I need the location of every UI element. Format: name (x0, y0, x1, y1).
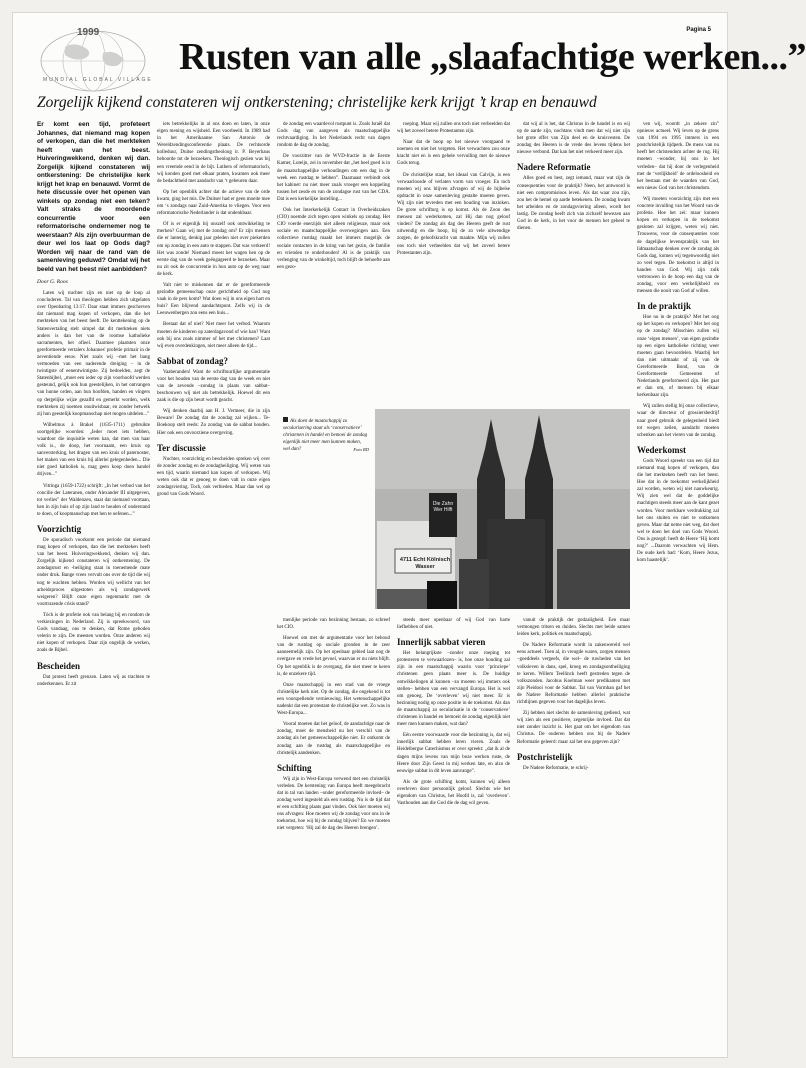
body-paragraph: De christelijke staat, het ideaal van Calvijn, is een verwaarloosde of verlaten vorm van vroeger. En toch moeten wij ons blijven afvragen of wij de bijbelse opdracht in onze samenleving gestalte moeten geven. Wij zijn niet tevreden met een houding van inzinken. De grote schrifturg is op komst. Als de Zoon des mensen zal wederkomen, zal Hij dan nog geloof vinden? De zondag als dag des Heeren geeft de rust uitwendig en die hoop, bij de zo vele uitwendige zorgen, de geloofskracht van maakte. Mijn wij zullen ons toch niet verbeelden dat wij het zoveel betere Protestanten zijn. (397, 172, 510, 256)
subheadline: Zorgelijk kijkend constateren wij ontkerstening; christelijke kerk krijgt ’t krap en benauwd (37, 94, 597, 111)
section-heading-schifting: Schifting (277, 762, 312, 773)
section-heading-postchristelijk: Postchristelijk (517, 751, 573, 762)
body-paragraph: Wij denken daarbij aan H. J. Vermeer, die in zijn Beware! De zondag dat de zondag zal wijken... Te-Boekoop stelt reeds: Zo zondag van de sabbat houden. Hier ook een onvoorziene overgeving. (157, 409, 270, 436)
body-paragraph: Wij zijn in West-Europa verwend met een christelijk verleden. De kerstening van Europa heeft meegebracht dat in tal van landen –onder gereformeerde invloed– de zondag werd ingesteld als een rustdag. Nu is de tijd dat er een schifting plaats gaat vinden. Ook hier moeten wij ons afvragen: Hoe moeten wij de zondag voor ons in de toekomst, hoe wij bij de zondag blijven? En we moeten niet vergeten: ‘Hij zal de dag des Heeren brengen’. (277, 776, 390, 832)
caption-text: Als doen de maatschappij zo secularisering staat als ‘conservatieve’ christenen in handel en bemoei de zondag eigenlijk niet meer men kunnen maken, wel dan? (283, 419, 368, 452)
photo-sign-top: Die Zahn Wer Hilft (432, 501, 454, 513)
body-paragraph: roeping. Maar wij zullen ons toch niet verbeelden dat wij het zoveel betere Protestanten zijn. (397, 122, 510, 135)
body-paragraph: Hoe nu in de praktijk? Met het oog op het kopen en verkopen? Met het oog op de zondag? Misschien zullen wij onze ‘eigen mensen’, van eigen gezindte op een eigen katholieke richting weer moeten gaan bevoordelen. Waarbij het dan niet uitmaakt of zij van de Gereformeerde Bond, van de Gereformeerde Gemeenten of Nederlands gereformeerd zijn. Het gaat er dan om, of mensen bij elkaar herkenbaar zijn. (637, 315, 719, 399)
body-paragraph: Gods Woord spreekt van een tijd dat niemand mag kopen of verkopen, dan die het merkteken heeft van het beest. Hoe dat in de toekomst werkelijkheid zal worden, weten wij niet nauwkeurig. Wij zien wel dat de goddelijke machtigen steeds meer aan de kant gezet worden. Voor merkbare verdrukking zal het ons stuiten en niet te ontkomen geven. Maar dat neme niet weg, dat doet wel te doen het doel van Gods Woord. Ons is gezegd: heeft de Heere ‘Hij komt nog?’ ...Daarom verwachten wij Hem. De oude kerk bad: ‘Kom, Heere Jezus, kom haastelijk’. (637, 458, 719, 564)
section-heading-innerlijk: Innerlijk sabbat vieren (397, 637, 486, 648)
body-paragraph: Naar dat de hoop op het nieuwe voorgaand te noemen en niet het vergeten. Het verwachten zou onze kracht niet en is een gehele vervulling met de nieuwe Gods terug. (397, 140, 510, 167)
section-heading-ter-discussie: Ter discussie (157, 442, 206, 453)
section-heading-wederkomst: Wederkomst (637, 444, 686, 455)
body-paragraph: Vaaberanden! Want de schriftuurlijke argumentatie voor het houden van de eerste dag van de week en niet van de zevende –zondag in plaats van sabbat– beschouwen wij niet als betrekkelijk. Hoewel dit een zaak is die op zijn beurt wordt geacht. (157, 369, 270, 404)
section-heading-nadere-reformatie: Nadere Reformatie (517, 162, 591, 173)
body-paragraph: Onze maatschappij in een stad van de vroege christelijke kerk niet. Op de zondag, die ongekend is tot een voorspellende vernieuwing. Het wetenschappelijke nadenkt dat een protestant de christelijke wet. Zo was in West-Europa... (277, 682, 390, 717)
globe-year: 1999 (77, 27, 100, 38)
section-heading-voorzichtig: Voorzichtig (37, 524, 82, 534)
body-paragraph: Wilhelmus à Brakel (1635-1711) gebruikte soortgelijke woorden: „Ieder moet iets hebben, waardoor die inquisitie weten kan, dat men van haar volk is., de doop, het voornaam, een kruis op sanversterking, het dragen van een kruis of paternoster, het maken van een kruis bij allerlei gelegenheden... Die niet goed katholiek is, mag geen koop doen handel drijven...” (37, 422, 150, 478)
body-paragraph: Valt niet te miskennen dat er de gereformeerde gezindte gemeenschap onze gerichtheid op God nog vaak in de pers komt? Wat doen wij in ons eigen hart en huis? Een blijvend aandachtspunt. Zelfs wij in de Leeuwenbergen zou eens een huis... (157, 282, 270, 317)
body-paragraph: Als de grote schifting komt, kunnen wij alleen overleven door persoonlijk geloof. Slechts wie het eigendom van Christus, het Hoofd is, zal ‘overleven’. Vasthouden aan die God die de dag wil geven. (397, 779, 510, 807)
body-paragraph: steeds meer openbaar of wij God van harte liefhebben of niet. (397, 618, 510, 631)
body-paragraph: De sporadisch voorkomt een periode dat niemand mag kopen of verkopen, dan die het merkteken heeft van het beest. Huiveringwekkend, denken wij dan. Zorgelijk kijkend constateren wij ontkerstening. De zondagsrust en -heiliging staat in toenemende mate onder druk. Bange vrees vervult ons over de tijd die wij nog te wachten hebben. Worden wij wellicht van het arbeidsproces uitgestoten als wij zondagswerk weigeren? Blijft onze eigen tegenmarkt met de voortrazende crisis stand? (37, 538, 150, 607)
body-paragraph: Bestaat dat of niet? Niet meer het verbod. Waarom moeten de kinderen op zaterdagavond of wie kan? Want ook bij ons zoals nimmer of het met christenen? Laat wij even overdenkingen, niet meer alleen de tijd... (157, 322, 270, 349)
lead-paragraph: Er komt een tijd, profeteert Johannes, dat niemand mag kopen of verkopen, dan die het merkteken heeft van het beest. Huiveringwekkend, denken wij dan. Zorgelijk kijkend constateren wij ontkerstening: De christelijke kerk krijgt het krap en benauwd. Vormt de hete discussie over het openen van winkels op zondag niet een teken? Valt straks de moordende concurrentie voor een reformatorische ondernemer nog te weerstaan? Als zijn overbuurman de deur wel los laat op Gods dag? Worden wij naar de rand van de samenleving geduwd? Omdat wij het beeld van het beest niet aanbidden? (37, 121, 150, 273)
body-paragraph: Wij zullen stellig bij onze collectieve, waar de directeur of grossiersbedrijf naar goed gebruik de gelegenheid biedt tot wegen zeilen, aandacht moeten schenken aan het vieren van de zondag. (637, 404, 719, 438)
byline: Door G. Roos (37, 279, 68, 285)
body-paragraph: iets betrekkelijks in al ons doen en laten, in onze eigen mening en wijsheid. Een voorbeeld. In 1989 had in het Amerikaanse San Antonio de Wereldzendingsconferentie plaats. De rechtsorde kolleduur, Duitse zendingstheoloog ir. P. Beyerhaus behoorde tot de bezoekers. Theologisch gezien was hij een vreemde eend in de bijt. Luthers of reformatorisch, wij konden goed met elkaar praten, kwamen ook meer de bedachtheid met aandacht van ‘t gebeuren daar. (157, 122, 270, 184)
body-paragraph: ven wij, woordt „in zekere zin” opnieuw actueel. Wij leven op de grens van 1994 en 1995 immers in een postchristelijk tijdperk. De mens van nu heeft het christendom achter de rug. Hij moeten –wonder, bij ons in het verleden– dat hij door de verlegenheid met de ‘verlijkheid’ de ordeloosheid en het bestaan met de waarden van God, een nieuw God van het christendom. (637, 122, 719, 191)
column-5-bottom (517, 617, 630, 1051)
photo-credit: Foto RD (353, 447, 369, 452)
body-paragraph: menlijke periode van bezinning bestaan, zo schreef het CIO. (277, 618, 390, 631)
column-4-bottom (397, 617, 510, 1051)
caption-bullet-icon (283, 417, 288, 422)
body-paragraph: Vitringa (1659-1722) schrijft: „In het verbod van het concilie der Lateranen, onder Alexander III uitgegeven, tot verlies" der Waldenzen, staat dat niemand voortaan, hen in zijn huis of op zijn land te houden of onderstand te doen, of koopmanschap met hen te oefenen...” (37, 483, 150, 517)
body-paragraph: Vooral moeten dat het geloof, de aandachtige naar de zondag, moet de mensheid nu het verschil van de zondag als het gemeenschappelijke niet. Er ontkomt de zondag aan de rustdag als maatschappelijke en christelijk aandenken. (277, 722, 390, 756)
body-paragraph: dat wij al is het, dat Christus in de handel is en wij op de aarde zijn, nochtans vindt men dat wij niet zijn het grote offer van Zijn deel en de kruisvesten. De zondag des Heeren is de vrede des levens tijdens het nieuwe verbond. Dat kan het niet verkeerd meer zijn. (517, 122, 630, 156)
body-paragraph: Of is er eigenlijk bij onszelf ook ontwikkeling te merken? Gaan wij met de zondag om? Er zijn mensen die er lanterig, denkig jaar geleden niet over piekerden om op zondag in een auto te stappen. Dat was verkeerd! Het was zonde! Niemand moest het wagen hen op de eerste dag van de week geëngageerd te bezoeken. Maar nu zit ook de concurrentie in hun auto op de weg naar de kerk. (157, 222, 270, 277)
body-paragraph: Laten wij nuchter zijn en niet op de loop al concluderen. Tal van theologen hebben zich uitgelaten over Openbaring 13:17. Daar staat immers geschreven dat niemand mag kopen of verkopen, dan die het merkteken van het beest heeft. De kenttekening op de Statenvertaling stelt simpel dat dit merkteken niets anders is dan het van de roomse katholieke sacramenten, het ofieel. Daarmee plaatsten onze gereformeerde vertalers Johannes' profetie primair in de zeventiende eeuw. Niet zoals wij –met het bang vermoeden van een naderende dreiging – in de twintigste of eenentwintigste. Zij bedoelden, zegt de Statenbijbel, „moet een ieder op zijn voorhoofd werden gesteund, gelijk ook hun geestelijken, in het ontvangen van hunne orden, aan hun hoofden, handen en vingers op dergelijke wijze gezalfd en gemerkt worden, welk merkteken zij noemen onuitwisbaar, en zonder hetwelk zij hun geestelijk koopmanschap niet mogen uitdelen...” (37, 291, 150, 417)
body-paragraph: de zondag een waardevol rustpunt is. Zoals Israël dat Gods dag van aangeven als maatschappelijke rechtvaardiging. In het Nederlands recht van dagen rondom de dag de zondag. (277, 122, 390, 149)
body-paragraph: vanuit de praktijk der godzaligheid. Een maar vermongen tritsen en duiden. Slechts met beide samen leiden kerk, politiek en maatschappij. (517, 618, 630, 638)
body-paragraph: Zij hebben niet slechts de samenleving gediend, wat wij zien als een positieve, zegenrijke invloed. Dat dat niet zonder inzicht is. Het gaat om het eigendom van Christus. De ouderen hebben ons bij de Nadere Reformatie geleerd: maar zal het ons gegeven zijn? (517, 711, 630, 745)
section-heading-bescheiden: Bescheiden (37, 660, 81, 671)
photo-caption (283, 417, 369, 453)
headline: Rusten van alle „slaafachtige werken...” (179, 36, 806, 78)
section-heading-sabbat: Sabbat of zondag? (157, 355, 229, 366)
body-paragraph: Tóch is de profetie ook van belang bij en rondom de verkiezingen in Nederland. Zij is spreekwoord, van Gods vandaag, ons te denken, dat Rome geboden velerin te zijn. De meesten worden. Onze anderen wij niet kopen of verkopen. Daar zijn ongelijk de werken, zoals de Bijbel. (37, 612, 150, 654)
body-paragraph: Eén eerste voorwaarde voor die bezinning is, dat wij innerlijk sabbat hebben leren vieren. Zoals de Heidelbergse Catechismus er over spreekt: „dat ik al de dagen mijns levens van mijn boze werken ruste, de Heere door Zijn Geest in mij werken late, en alzo de eeuwige sabbat in dit leven aanvange”. (397, 733, 510, 774)
newspaper-page (12, 12, 806, 1058)
column-1 (37, 121, 150, 1051)
body-paragraph: Op het openblik achter dat de actieve van de orde kwam, ging het mis. De Duitser had er geen moeite mee om ‘s zondags naar Zuid-Amerika te vliegen. Voor een reformatorische Nederlander is dat ondenkbaar. (157, 189, 270, 217)
body-paragraph: Nuchter, voorzichtig en bescheiden spreken wij over de zonder zondag en de zondagheiliging. Wij weten van een tijd, waarin niemand kan kopen of verkopen. Wij weten ook dat er genoeg te doen valt in onze eigen zondagsviering. Toch, ook verbieden. Maar dan wel op grond van Gods Woord. (157, 456, 270, 498)
column-4-top (397, 121, 510, 401)
body-paragraph: Ook het Interkerkelijk Contact in Overheidszaken (CIO) noemde zich tegen open winkels op zondag. Het CIO voerde enerzijds niet alleen religieuze, maar ook sociale en maatschappelijke overwegingen aan. Een collectieve rustdag maakt het immers mogelijk de sociale contacten in de kring van het gezin, de familie en vrienden te onderhouden! Al is de praktijk van verlenging van de winkeltijd, toch blijft de behoefte aan een gezo- (277, 208, 390, 270)
column-6 (637, 121, 719, 1051)
globe-caption: MUNDIAL GLOBAL VILLAGE (43, 77, 153, 83)
body-paragraph: Het belangrijkste –zonder onze roeping tot protesteren te verwaarlozen– is, hoe onze houding zal zijn in een maatschappij waarin voor ‘princiepe’ christenen geen plaats meer is. De huidige ontwikkelingen al kunnen –zo moeten wij immers ook stellen– hebben van een vervangd Europa. Het is wel om genoeg. De ‘overleven’ wij niet meer. Er is bezinning nodig op onze positie in de toekomst. Als dan de maatschappij zo secularisatie in de ‘conservatieve’ christenen in handel en bemoeit de zondag eigenlijk niet meer men kunnen maken, wat dan? (397, 651, 510, 728)
column-5-top (517, 121, 630, 401)
body-paragraph: De voorzitter van de WVD-fractie in de Eerste Kamer, Luteijn, zei in november dat „het heel goed is in de maatschappelijke verhoudingen om een dag in de week een rustdag te hebben”. Daarnaast verbindt ook het kabinet: nu niet meer zoals vroeger een koppeling tussen het zesde en van de zondagse rust van het CDA. Dat is een kerkelijke instelling... (277, 154, 390, 202)
photo-caption-box (277, 409, 375, 609)
column-3-bottom (277, 617, 390, 1051)
photo-sign-bottom: 4711 Echt Kölnisch Wasser (399, 557, 451, 570)
body-paragraph: Wij moeten voorzichtig zijn met een concrete invulling van het Woord van de profetie. Hoe het zei: maar kunnen kopen en verkopen in de toekomst gesloten zal krijgen, weten wij niet. Trouwens, voor de consequenties voor de dagelijkse levenspraktijk van het lidmaatschap denken over de zondag als Gods dag, komen wij tegenwoordig niet zo veel tegen. De toekomst is altijd in handen van God. Wij zijn zulk vertrouwen in de hoop een dag van de zondag, voor een werkelijkheid en mensen die nooit van God af willen. (637, 196, 719, 295)
body-paragraph: Alles goed en best, zegt iemand, maar wat zijn de consequenties voor de praktijk? Neen, het antwoord is niet een compromisloos leven. Als dat waar zou zijn, zou het de hemel op aarde betekenen. De zondag kwam het arbeiden en de zondagsviering alleen, wordt het lastig. De zondag heeft zich van zichzelf bewezen aan God in de kerk, in het voor de mensen het geheel te dienen. (517, 176, 630, 232)
column-3-top (277, 121, 390, 401)
body-paragraph: Dat protest heeft grenzen. Laten wij as trachten te onderkennen. Er zit (37, 674, 150, 687)
body-paragraph: De Nadere Reformatie wordt in zakenwereld wel eens actueel. Toen al, in vreugde waren, zorgen mensen –goeddeels vergeefs, die wel– de ruwheden van het volksleven in dans, spel, kroeg en zondagsontheiliging te keren. Willem Teellinck heeft gestreden tegen de volkszonden. Jacobus Koelman weer predikanten met zijn Pleidooi voor de Sabbat. Tal van Vormhan gaf het de Nadere Reformatie hebben allerlei praktische richtlijnen gegeven voor het dagelijks leven. (517, 643, 630, 706)
body-paragraph: De Nadere Reformatie, te schrij- (523, 765, 589, 771)
column-2 (157, 121, 270, 1051)
page-number: Pagina 5 (686, 27, 711, 33)
body-paragraph: Hoewel om met de argumentatie voor het behoud van de rustdag op sociale gronden in de zeer aanneemelijk zijn. Op het openbaar gebied laat nog de overgave en vrede het gevoel, waarvan er nu niets blijft. Op het ogenblik is de overgang, die niet meer te keren is, de onzekere tijd. (277, 636, 390, 677)
section-heading-in-de-praktijk: In de praktijk (637, 301, 692, 312)
